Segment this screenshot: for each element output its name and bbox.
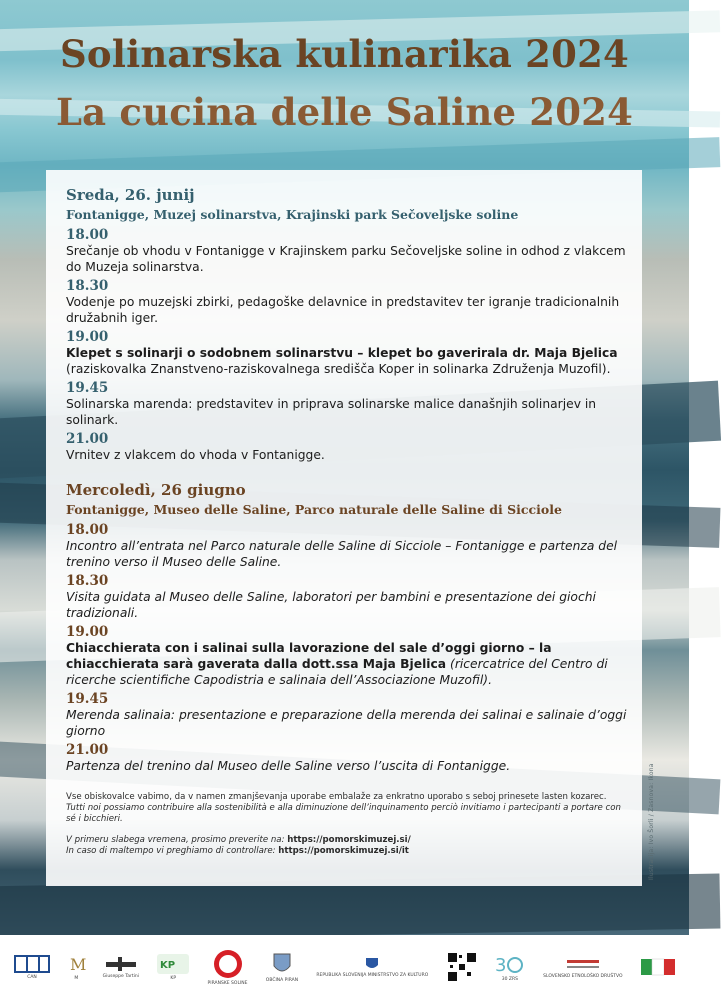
sponsor-label: M xyxy=(74,976,79,981)
pirano-soline-logo xyxy=(208,946,248,990)
weather-note-italian xyxy=(66,846,628,857)
obcina-piran-logo-mark xyxy=(272,952,292,976)
m-museum-logo xyxy=(68,946,87,990)
slovenia-ministry-logo-mark xyxy=(365,957,379,971)
cup-note xyxy=(66,792,628,825)
time-label: 21.00 xyxy=(66,431,109,447)
website-link-sl[interactable]: https://pomorskimuzej.si/ xyxy=(287,835,411,845)
program-slovenian xyxy=(66,186,628,463)
time-label: 19.45 xyxy=(66,380,109,396)
tartini-logo xyxy=(103,946,139,990)
zrs-logo xyxy=(495,946,525,990)
day-heading: Sreda, 26. junij xyxy=(66,186,195,204)
program-item xyxy=(66,227,628,275)
program-item xyxy=(66,522,628,570)
item-description xyxy=(66,345,628,377)
illustration-credit: Ilustracija: Ivo Šorli / Zasnova: Ikona xyxy=(648,763,655,880)
day-heading: Mercoledì, 26 giugno xyxy=(66,481,246,499)
obcina-piran-logo xyxy=(266,946,298,990)
sponsor-logos xyxy=(0,935,689,1000)
svg-text:3: 3 xyxy=(494,955,507,976)
program-card xyxy=(46,170,642,886)
program-italian xyxy=(66,481,628,774)
title-italian: La cucina delle Saline 2024 xyxy=(55,90,634,134)
cup-note-slovenian: Vse obiskovalce vabimo, da v namen zmanjševanja uporabe embalaže za enkratno uporabo s seboj prinesete lasten kozarec. xyxy=(66,792,607,802)
location-heading: Fontanigge, Museo delle Saline, Parco naturale delle Saline di Sicciole xyxy=(66,502,562,517)
program-item xyxy=(66,329,628,377)
sponsor-label: KP xyxy=(170,976,177,981)
sponsor-label: CAN xyxy=(27,975,37,980)
item-description: Vrnitev z vlakcem do vhoda v Fontanigge. xyxy=(66,448,325,462)
program-item xyxy=(66,624,628,688)
zrs-logo-mark xyxy=(495,953,525,975)
item-description: Partenza del trenino dal Museo delle Saline verso l’uscita di Fontanigge. xyxy=(66,759,511,773)
program-item xyxy=(66,691,628,739)
program-item xyxy=(66,278,628,326)
sponsor-label: PIRANSKE SOLINE xyxy=(207,981,248,986)
time-label: 18.30 xyxy=(66,278,109,294)
sponsor-label: Giuseppe Tartini xyxy=(102,974,139,979)
tartini-logo-mark xyxy=(104,956,138,972)
item-description: Incontro all’entrata nel Parco naturale delle Saline di Sicciole – Fontanigge e partenza del trenino verso il Museo delle Saline. xyxy=(66,539,618,569)
item-detail: (raziskovalka Znanstveno-raziskovalnega središča Koper in solinarka Združenja Muzofil). xyxy=(66,362,611,376)
item-description: Solinarska marenda: predstavitev in priprava solinarske malice današnjih solinarjev in solinark. xyxy=(66,397,597,427)
location-heading: Fontanigge, Muzej solinarstva, Krajinski park Sečoveljske soline xyxy=(66,207,519,222)
svg-text:KP: KP xyxy=(160,960,176,971)
time-label: 19.45 xyxy=(66,691,109,707)
slovenia-ministry-logo xyxy=(316,946,428,990)
sponsor-label: REPUBLIKA SLOVENIJA MINISTRSTVO ZA KULTURO xyxy=(316,973,429,978)
italian-union-logo-mark xyxy=(641,957,675,977)
ethnology-society-logo xyxy=(543,946,622,990)
item-highlight: Klepet s solinarji o sodobnem solinarstvu – klepet bo gaverirala dr. Maja Bjelica xyxy=(66,346,618,360)
item-description: Merenda salinaia: presentazione e preparazione della merenda dei salinai e salinaie d’oggi giorno xyxy=(66,708,627,738)
svg-text:M: M xyxy=(70,955,87,974)
item-highlight: Chiacchierata con i salinai sulla lavorazione del sale d’oggi giorno – la chiacchierata sarà gaverata dalla dott.ssa Maja Bjelica xyxy=(66,641,552,671)
qr-code-mark xyxy=(447,952,477,982)
program-item xyxy=(66,431,628,463)
can-logo xyxy=(14,946,50,990)
ethnology-society-logo-mark xyxy=(567,956,599,972)
time-label: 21.00 xyxy=(66,742,109,758)
time-label: 18.00 xyxy=(66,227,109,243)
website-link-it[interactable]: https://pomorskimuzej.si/it xyxy=(278,846,409,856)
m-museum-logo-mark xyxy=(68,954,87,974)
time-label: 18.30 xyxy=(66,573,109,589)
qr-code-icon xyxy=(447,946,477,990)
can-logo-mark xyxy=(14,955,50,973)
pirano-soline-logo-mark xyxy=(213,949,243,979)
program-item xyxy=(66,380,628,428)
italian-union-logo xyxy=(641,946,675,990)
program-item xyxy=(66,573,628,621)
weather-text-sl: V primeru slabega vremena, prosimo preverite na: xyxy=(66,835,285,845)
item-description: Vodenje po muzejski zbirki, pedagoške delavnice in predstavitev ter igranje tradicionalnih družabnih iger. xyxy=(66,295,620,325)
program-content xyxy=(66,186,628,857)
weather-note xyxy=(66,835,628,857)
kpsol-logo xyxy=(157,946,189,990)
item-description: Visita guidata al Museo delle Saline, laboratori per bambini e presentazione dei giochi tradizionali. xyxy=(66,590,596,620)
title-slovenian: Solinarska kulinarika 2024 xyxy=(60,32,629,76)
time-label: 19.00 xyxy=(66,329,109,345)
sponsor-label: 30 ZRS xyxy=(501,977,518,982)
kpsol-logo-mark xyxy=(157,954,189,974)
item-detail: (ricercatrice del Centro di ricerche scientifiche Capodistria e salinaia dell’Associazione Muzofil). xyxy=(66,657,608,687)
weather-text-it: In caso di maltempo vi preghiamo di controllare: xyxy=(66,846,276,856)
time-label: 18.00 xyxy=(66,522,109,538)
cup-note-italian: Tutti noi possiamo contribuire alla sostenibilità e alla diminuzione dell’inquinamento perciò invitiamo i partecipanti a portare con sé i bicchieri. xyxy=(66,803,621,824)
sponsor-label: OBČINA PIRAN xyxy=(265,978,299,983)
sponsor-label: SLOVENSKO ETNOLOŠKO DRUŠTVO xyxy=(543,974,623,979)
program-item xyxy=(66,742,628,774)
weather-note-slovenian xyxy=(66,835,628,846)
time-label: 19.00 xyxy=(66,624,109,640)
item-description xyxy=(66,640,628,688)
item-description: Srečanje ob vhodu v Fontanigge v Krajinskem parku Sečoveljske soline in odhod z vlakcem do Muzeja solinarstva. xyxy=(66,244,626,274)
